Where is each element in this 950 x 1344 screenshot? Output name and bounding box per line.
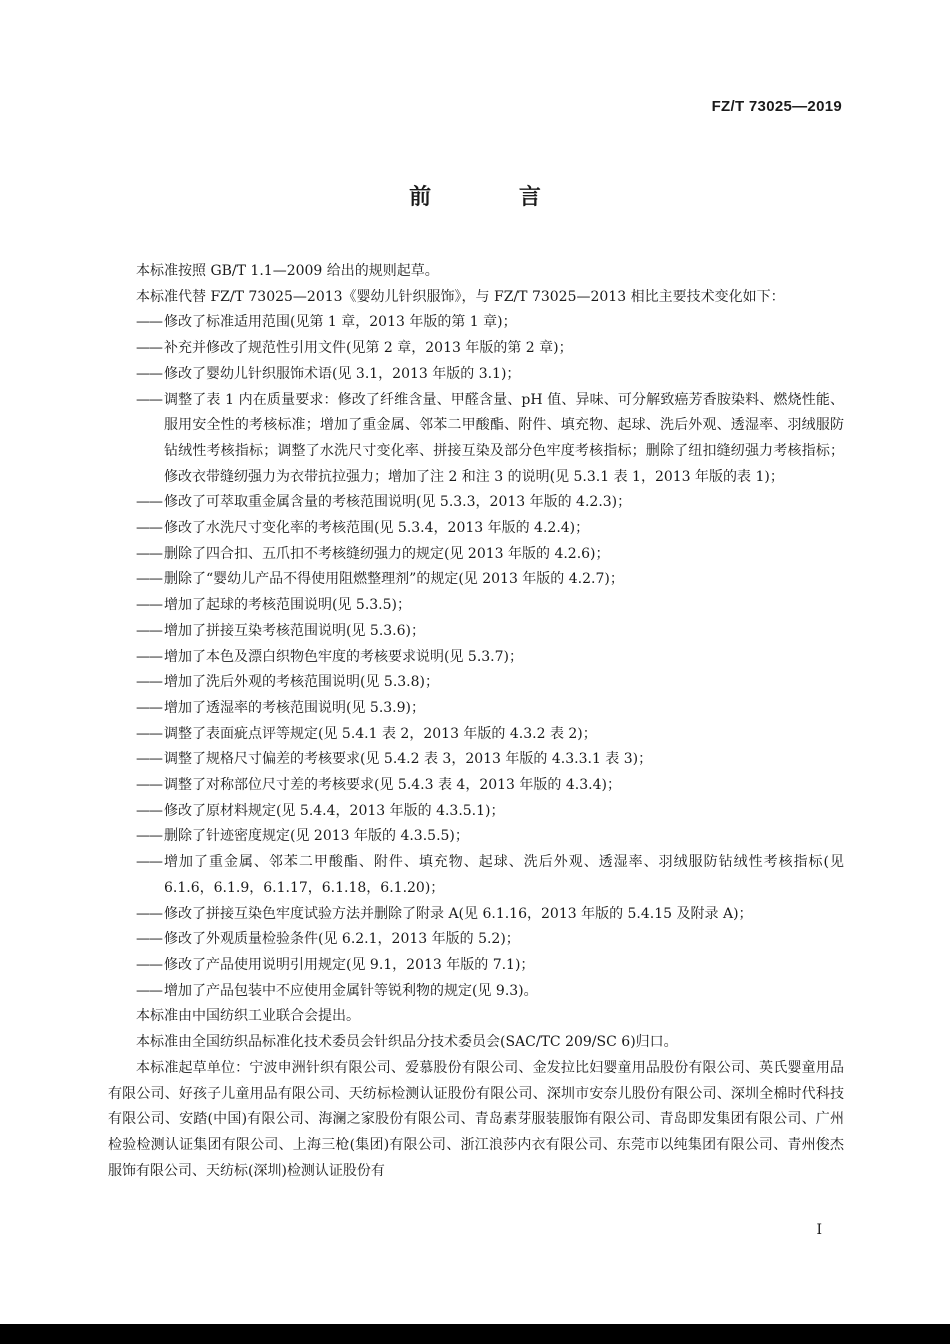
- dash-marker: ——: [136, 905, 162, 922]
- list-item: [108, 773, 844, 799]
- list-item: [108, 645, 844, 671]
- list-item-text: 修改了产品使用说明引用规定(见 9.1，2013 年版的 7.1)；: [164, 956, 535, 973]
- list-item-text: 修改了拼接互染色牢度试验方法并删除了附录 A(见 6.1.16，2013 年版的 5.4.15 及附录 A)；: [164, 905, 753, 922]
- dash-marker: ——: [136, 597, 162, 614]
- list-item-text: 增加了产品包装中不应使用金属针等锐利物的规定(见 9.3)。: [164, 982, 538, 999]
- dash-marker: ——: [136, 854, 162, 871]
- dash-marker: ——: [136, 520, 162, 537]
- closing-paragraph: 本标准由全国纺织品标准化技术委员会针织品分技术委员会(SAC/TC 209/SC 6)归口。: [136, 1034, 678, 1051]
- list-item-text: 增加了本色及漂白织物色牢度的考核要求说明(见 5.3.7)；: [164, 648, 523, 665]
- list-item-text: 增加了透湿率的考核范围说明(见 5.3.9)；: [164, 699, 425, 716]
- list-item: [108, 593, 844, 619]
- list-item-text: 增加了重金属、邻苯二甲酸酯、附件、填充物、起球、洗后外观、透湿率、羽绒服防钻绒性考核指标(见 6.1.6，6.1.9，6.1.17，6.1.18，6.1.20)；: [164, 854, 844, 896]
- dash-marker: ——: [136, 699, 162, 716]
- dash-marker: ——: [136, 365, 162, 382]
- list-item: [108, 747, 844, 773]
- list-item-text: 增加了洗后外观的考核范围说明(见 5.3.8)；: [164, 674, 439, 691]
- dash-marker: ——: [136, 982, 162, 999]
- dash-marker: ——: [136, 931, 162, 948]
- list-item: [108, 619, 844, 645]
- closing-paragraph: 本标准由中国纺织工业联合会提出。: [136, 1008, 360, 1025]
- list-item-text: 补充并修改了规范性引用文件(见第 2 章，2013 年版的第 2 章)；: [164, 340, 573, 357]
- changes-list: [108, 310, 844, 1004]
- dash-marker: ——: [136, 802, 162, 819]
- list-item: [108, 722, 844, 748]
- dash-marker: ——: [136, 314, 162, 331]
- list-item: [108, 388, 844, 491]
- dash-marker: ——: [136, 571, 162, 588]
- list-item: [108, 336, 844, 362]
- list-item: [108, 490, 844, 516]
- list-item: [108, 902, 844, 928]
- dash-marker: ——: [136, 340, 162, 357]
- dash-marker: ——: [136, 494, 162, 511]
- list-item-text: 删除了“婴幼儿产品不得使用阻燃整理剂”的规定(见 2013 年版的 4.2.7)；: [164, 571, 624, 588]
- dash-marker: ——: [136, 725, 162, 742]
- list-item-text: 修改了可萃取重金属含量的考核范围说明(见 5.3.3，2013 年版的 4.2.3)；: [164, 494, 632, 511]
- dash-marker: ——: [136, 545, 162, 562]
- page-title: 前 言: [409, 185, 581, 210]
- list-item: [108, 850, 844, 901]
- dash-marker: ——: [136, 648, 162, 665]
- list-item: [108, 824, 844, 850]
- dash-marker: ——: [136, 828, 162, 845]
- intro-paragraph: 本标准代替 FZ/T 73025—2013《婴幼儿针织服饰》，与 FZ/T 73025—2013 相比主要技术变化如下：: [136, 288, 785, 305]
- dash-marker: ——: [136, 674, 162, 691]
- dash-marker: ——: [136, 751, 162, 768]
- list-item-text: 修改了标准适用范围(见第 1 章，2013 年版的第 1 章)；: [164, 314, 517, 331]
- list-item: [108, 362, 844, 388]
- dash-marker: ——: [136, 777, 162, 794]
- list-item: [108, 979, 844, 1005]
- list-item: [108, 542, 844, 568]
- list-item-text: 增加了起球的考核范围说明(见 5.3.5)；: [164, 597, 411, 614]
- list-item-text: 删除了四合扣、五爪扣不考核缝纫强力的规定(见 2013 年版的 4.2.6)；: [164, 545, 610, 562]
- list-item-text: 修改了原材料规定(见 5.4.4，2013 年版的 4.3.5.1)；: [164, 802, 505, 819]
- list-item-text: 修改了外观质量检验条件(见 6.2.1，2013 年版的 5.2)；: [164, 931, 520, 948]
- list-item-text: 调整了规格尺寸偏差的考核要求(见 5.4.2 表 3，2013 年版的 4.3.3.1 表 3)；: [164, 751, 653, 768]
- dash-marker: ——: [136, 622, 162, 639]
- list-item: [108, 310, 844, 336]
- list-item-text: 调整了表面疵点评等规定(见 5.4.1 表 2，2013 年版的 4.3.2 表 2)；: [164, 725, 597, 742]
- list-item: [108, 516, 844, 542]
- list-item: [108, 799, 844, 825]
- intro-paragraph: 本标准按照 GB/T 1.1—2009 给出的规则起草。: [136, 263, 439, 279]
- list-item: [108, 670, 844, 696]
- document-body: [108, 259, 844, 1184]
- page-number: I: [816, 1222, 822, 1238]
- standard-number: FZ/T 73025—2019: [711, 98, 842, 115]
- list-item-text: 调整了对称部位尺寸差的考核要求(见 5.4.3 表 4，2013 年版的 4.3.4)；: [164, 777, 621, 794]
- dash-marker: ——: [136, 391, 162, 408]
- list-item-text: 删除了针迹密度规定(见 2013 年版的 4.3.5.5)；: [164, 828, 469, 845]
- list-item: [108, 696, 844, 722]
- list-item-text: 调整了表 1 内在质量要求：修改了纤维含量、甲醛含量、pH 值、异味、可分解致癌芳香胺染料、燃烧性能、服用安全性的考核标准；增加了重金属、邻苯二甲酸酯、附件、填充物、起球、洗后外观、透湿率、羽绒服防钻绒性考核指标；调整了水洗尺寸变化率、拼接互染及部分色牢度考核指标；删除了纽扣缝纫强力考核指标；修改衣带缝纫强力为衣带抗拉强力；增加了注 2 和注 3 的说明(见 5.3.1 表 1，2013 年版的表 1)；: [164, 391, 844, 485]
- list-item-text: 修改了水洗尺寸变化率的考核范围(见 5.3.4，2013 年版的 4.2.4)；: [164, 520, 590, 537]
- dash-marker: ——: [136, 956, 162, 973]
- list-item: [108, 927, 844, 953]
- drafting-units-paragraph: 本标准起草单位：宁波申洲针织有限公司、爱慕股份有限公司、金发拉比妇婴童用品股份有限公司、英氏婴童用品有限公司、好孩子儿童用品有限公司、天纺标检测认证股份有限公司、深圳市安奈儿股份有限公司、深圳全棉时代科技有限公司、安踏(中国)有限公司、海澜之家股份有限公司、青岛素芽服装服饰有限公司、青岛即发集团有限公司、广州检验检测认证集团有限公司、上海三枪(集团)有限公司、浙江浪莎内衣有限公司、东莞市以纯集团有限公司、青州俊杰服饰有限公司、天纺标(深圳)检测认证股份有: [108, 1059, 844, 1179]
- bottom-edge: [0, 1324, 950, 1344]
- list-item: [108, 567, 844, 593]
- list-item-text: 增加了拼接互染考核范围说明(见 5.3.6)；: [164, 622, 425, 639]
- list-item-text: 修改了婴幼儿针织服饰术语(见 3.1，2013 年版的 3.1)；: [164, 365, 521, 382]
- list-item: [108, 953, 844, 979]
